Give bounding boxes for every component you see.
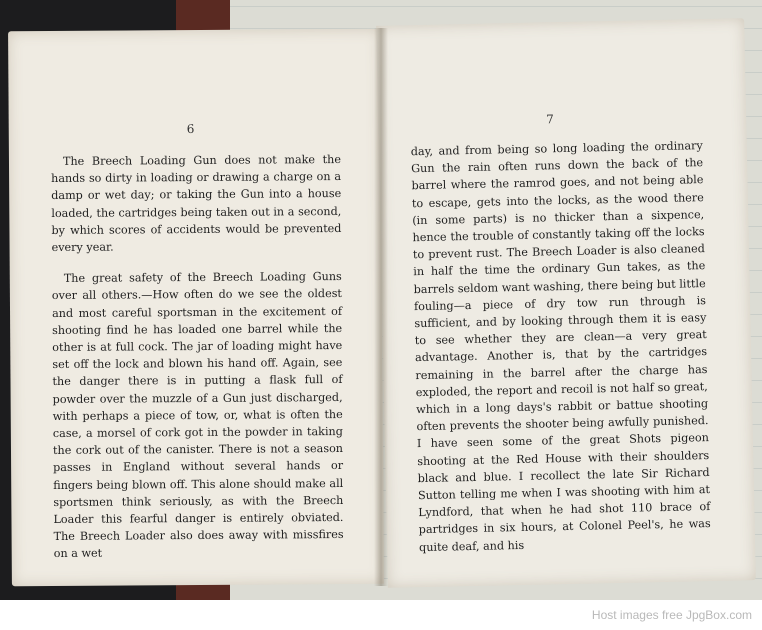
book-spine — [374, 28, 388, 586]
page-number-left: 6 — [186, 122, 195, 137]
left-page-text — [51, 151, 344, 563]
paragraph: The great safety of the Breech Loading Guns over all others.—How often do we see the oldest and most careful sportsman in the excitement of shooting find he has loaded one barrel while the other is at full cock. The jar of loading might have set off the lock and blown his hand off. Again, see the danger there is in putting a flask full of powder over the muzzle of a Gun just discharged, with perhaps a piece of tow, or, what is often the case, a morsel of cork got in the powder in taking the cork out of the canister. There is not a season passes in England without several hands or fingers being blown off. This alone should make all sportsmen think seriously, as with the Breech Loader this fearful danger is entirely obviated. The Breech Loader also does away with missfires on a wet — [51, 270, 344, 561]
page-number-right: 7 — [546, 112, 554, 127]
footer-bar — [0, 600, 762, 630]
host-link[interactable]: Host images free JpgBox.com — [591, 608, 752, 622]
paragraph: day, and from being so long loading the ordinary Gun the rain often runs down the back of the barrel where the ramrod goes, and not being able to escape, gets into the locks, as the wood there (in some parts) is no thicker than a sixpence, hence the trouble of constantly taking off the locks to prevent rust. The Breech Loader is also cleaned in half the time the ordinary Gun takes, as the barrels seldom want washing, there being but little fouling—a piece of dry tow run through is sufficient, and by looking through them it is easy to see whether they are clean—a very great advantage. Another is, that by the cartridges remaining in the barrel after the charge has exploded, the report and recoil is not half so great, which in a long days's rabbit or battue shooting often prevents the shooter being awfully punished. I have seen some of the great Shots pigeon shooting at the Red House with their shoulders black and blue. I recollect the late Sir Richard Sutton telling me when I was shooting with him at Lyndford, that when he had shot 110 brace of partridges in six hours, at Colonel Peel's, he was quite deaf, and his — [410, 139, 711, 554]
left-page — [8, 29, 384, 587]
right-page — [376, 18, 756, 588]
right-page-text — [411, 137, 712, 556]
paragraph: The Breech Loading Gun does not make the hands so dirty in loading or drawing a charge on a damp or wet day; or taking the Gun into a house loaded, the cartridges being taken out in a second, by which scores of accidents would be prevented every year. — [51, 152, 342, 255]
